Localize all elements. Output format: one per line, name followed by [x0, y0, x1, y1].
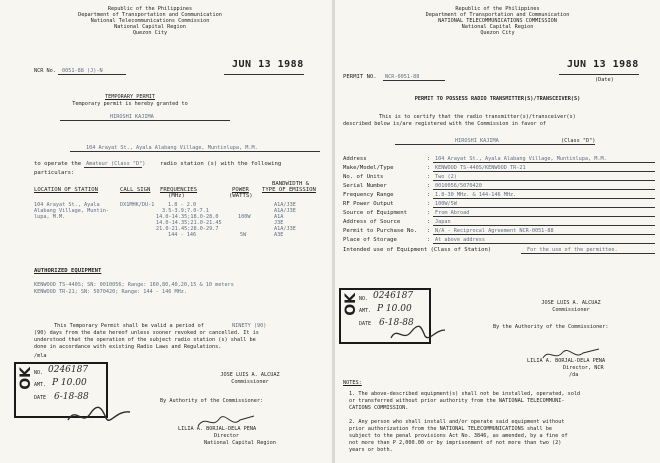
granted-to-text: Temporary permit is hereby granted to: [72, 101, 188, 107]
col-callsign-header: CALL SIGN: [120, 187, 151, 193]
stamp-date-value: 6-18-88: [379, 318, 414, 328]
field-label-source-address: Address of Source: [343, 219, 401, 225]
possess-permit-document: Republic of the Philippines Department of Transportation and Communication NATIONAL TELECOMMUNICATIONS COMMISSION National Capital Region Quezon City JUN 13 1988 (Date) PERMIT NO. NCR-0051-88 PERMIT TO POSSESS RADIO TRANSMITTER(S)/TRANSCEIVER(S) This is to certify that the radio transmitter(s)/transceiver(s) described below is/are registered with the Commission in favor of HIROSHI KAJIMA (Class "D") Address : 104 Arayat St., Ayala Alabang Village, Muntinlupa, M.M. Make/Model/Type : KENWOOD TS-440S/KENWOOD TR-21 No. of Units : Two (2) Serial Number : 0010056/5070420 Frequency Range : 1.8-30 MHz. & 144-146 MHz. RF Power Output : 100W/5W Source of Equipment : From Abroad Address of Source : Japan Permit to Purchase No. : N/A - Reciprocal Agreement NCR-0051-88 Place of Storage : At above address Intended use of Equipment (Class of Station) For the use of the permittee. OK NO. 0246187 AMT. P 10.00 DATE 6-18-88 JOSE LUIS A. ALCUAZ Commissioner By the Authority of the Commissioner: LILIA A. BORJAL-DELA PENA Director, NCR /da NOTES: 1. The above-described equipment(s) shall not be installed, operated, sold or transferred without prior authority from the NATIONAL TELECOMMUNI- CATIONS COMMISSION. 2. Any person who shall install and/or operate said equipment without prior authorization from the NATIONAL TELECOMMUNICATIONS shall be subject to the penal provisions Act No. 3846, as amended, by a fine of not more than P 2,000.00 or by imprisonment of not more than two (2) years or both.: [335, 0, 660, 463]
frequency-row: 21.0-21.45;28.0-29.7: [156, 226, 219, 232]
field-value-source-address: Japan: [435, 219, 451, 225]
note-line: not more than P 2,000.00 or by imprisonment of not more than two (2): [349, 440, 562, 446]
field-value-serial: 0010056/5070420: [435, 183, 482, 189]
intended-use-value: For the use of the permittee.: [527, 247, 618, 253]
grantee-address: 104 Arayat St., Ayala Alabang Village, Muntinlupa, M.M.: [86, 145, 258, 151]
note-line: or transferred without prior authority from the NATIONAL TELECOMMUNI-: [349, 398, 565, 404]
note-line: years or both.: [349, 447, 393, 453]
note-line: CATIONS COMMISSION.: [349, 405, 409, 411]
note-line: prior authorization from the NATIONAL TELECOMMUNICATIONS shall be: [349, 426, 553, 432]
director-region: National Capital Region: [204, 440, 276, 446]
col-frequencies-unit: (MHz): [168, 193, 185, 199]
field-value-address: 104 Arayat St., Ayala Alabang Village, Muntinlupa, M.M.: [435, 156, 607, 162]
station-call-sign: DX1MHK/DU-1: [120, 202, 155, 208]
emission-row: A3E: [274, 232, 284, 238]
emission-row: A1A: [274, 214, 284, 220]
commissioner-name: JOSE LUIS A. ALCUAZ: [541, 300, 601, 306]
handwritten-signature: [387, 320, 447, 346]
owner-name: HIROSHI KAJIMA: [455, 138, 499, 144]
authorized-equipment-label: AUTHORIZED EQUIPMENT: [34, 268, 102, 274]
stamp-no-label: NO.: [34, 370, 44, 376]
by-authority-text: By the Authority of the Commissioner:: [493, 324, 609, 330]
stamp-date-label: DATE: [34, 395, 47, 401]
col-power-header: POWER: [232, 187, 249, 193]
intended-use-label: Intended use of Equipment (Class of Station): [343, 247, 492, 253]
commissioner-name: JOSE LUIS A. ALCUAZ: [220, 372, 280, 378]
stamp-no-label: NO.: [359, 296, 369, 302]
field-label-frequency: Frequency Range: [343, 192, 394, 198]
certify-line: This is to certify that the radio transmitter(s)/transceiver(s): [379, 114, 576, 120]
owner-class: (Class "D"): [561, 138, 596, 144]
ok-stamp-mark: OK: [18, 367, 34, 390]
note-line: subject to the penal provisions Act No. 3846, as amended, by a fine of: [349, 433, 568, 439]
certify-line: described below is/are registered with the Commission in favor of: [343, 121, 547, 127]
operate-suffix: radio station (s) with the following: [160, 161, 282, 167]
date-caption: (Date): [595, 77, 614, 83]
validity-line: done in accordance with existing Radio Laws and Regulations.: [34, 344, 222, 350]
field-value-rf-power: 100W/5W: [435, 201, 457, 207]
field-label-purchase-no: Permit to Purchase No.: [343, 228, 418, 234]
header-region: National Capital Region: [114, 24, 186, 30]
header-department: Department of Transportation and Communication: [425, 12, 570, 18]
stamp-amt-label: AMT.: [34, 382, 47, 388]
header-republic: Republic of the Philippines: [107, 6, 193, 12]
permit-no-label: PERMIT NO.: [343, 74, 377, 80]
frequency-row: 1.8 - 2.0: [168, 202, 197, 208]
permit-date: JUN 13 1988: [232, 59, 304, 70]
stamp-amt-value: P 10.00: [52, 378, 87, 388]
power-row: 100W: [238, 214, 251, 220]
emission-row: A1A/J3E: [274, 208, 296, 214]
director-name: LILIA A. BORJAL-DELA PENA: [178, 426, 257, 432]
header-city: Quezon City: [480, 30, 515, 36]
document-title: PERMIT TO POSSESS RADIO TRANSMITTER(S)/TRANSCEIVER(S): [414, 96, 581, 102]
operate-prefix: to operate the: [34, 161, 82, 167]
station-location-line: Alabang Village, Muntin-: [34, 208, 109, 214]
ok-stamp-mark: OK: [343, 293, 359, 316]
commissioner-title: Commissioner: [552, 307, 590, 313]
validity-line: (90) days from the date hereof unless sooner revoked or cancelled. It is: [34, 330, 259, 336]
stamp-date-label: DATE: [359, 321, 372, 327]
notes-label: NOTES:: [343, 380, 362, 386]
header-republic: Republic of the Philippines: [455, 6, 540, 12]
field-label-serial: Serial Number: [343, 183, 387, 189]
particulars-label: particulars:: [34, 170, 75, 176]
stamp-no-value: 0246187: [48, 365, 89, 375]
col-location-header: LOCATION OF STATION: [34, 187, 98, 193]
director-title: Director, NCR: [563, 365, 604, 371]
field-value-storage: At above address: [435, 237, 485, 243]
field-label-rf-power: RF Power Output: [343, 201, 394, 207]
permit-date: JUN 13 1988: [567, 59, 639, 70]
frequency-row: 14.0-14.35;21.0-21.45: [156, 220, 222, 226]
field-label-units: No. of Units: [343, 174, 384, 180]
stamp-no-value: 0246187: [373, 291, 414, 301]
power-row: 5W: [240, 232, 247, 238]
header-department: Department of Transportation and Communication: [78, 12, 222, 18]
col-power-unit: (WATTS): [229, 193, 253, 199]
field-label-make-model: Make/Model/Type: [343, 165, 394, 171]
by-authority-text: By Authority of the Commissioner:: [160, 398, 264, 404]
col-emission-header: TYPE OF EMISSION: [262, 187, 316, 193]
station-location-line: lupa, M.M.: [34, 214, 66, 220]
validity-line: This Temporary Permit shall be valid a period of: [54, 323, 204, 329]
validity-period: NINETY (90): [232, 323, 267, 329]
document-title: TEMPORARY PERMIT: [105, 94, 155, 100]
equipment-line: KENWOOD TS-440S; SN: 0010056; Range: 160,80,40,20,15 & 10 meters: [34, 282, 234, 288]
emission-row: J3E: [274, 220, 284, 226]
header-city: Quezon City: [132, 30, 168, 36]
stamp-date-value: 6-18-88: [54, 392, 89, 402]
emission-row: A1A/J3E: [274, 202, 296, 208]
validity-line: understood that the operation of the subject radio station (s) shall be: [34, 337, 256, 343]
stamp-amt-value: P 10.00: [377, 304, 412, 314]
header-commission: National Telecommunications Commission: [90, 18, 210, 24]
permit-no-value: NCR-0051-88: [385, 74, 420, 80]
header-region: National Capital Region: [461, 24, 534, 30]
operate-class: Amateur (Class "D"): [86, 161, 146, 167]
field-value-make-model: KENWOOD TS-440S/KENWOOD TR-21: [435, 165, 526, 171]
field-value-frequency: 1.8-30 MHz. & 144-146 MHz.: [435, 192, 517, 198]
director-name: LILIA A. BORJAL-DELA PENA: [527, 358, 606, 364]
stamp-amt-label: AMT.: [359, 308, 372, 314]
col-bandwidth-header: BANDWIDTH &: [272, 181, 310, 187]
handwritten-signature: [64, 400, 134, 430]
field-label-address: Address: [343, 156, 367, 162]
header-commission: NATIONAL TELECOMMUNICATIONS COMMISSION: [438, 18, 557, 24]
field-value-source: From Abroad: [435, 210, 470, 216]
field-value-units: Two (2): [435, 174, 457, 180]
station-location-line: 104 Arayat St., Ayala: [34, 202, 100, 208]
frequency-row: 144 - 146: [168, 232, 197, 238]
emission-row: A1A/J3E: [274, 226, 296, 232]
ncr-no-value: 0051-88 (J)-N: [62, 68, 103, 74]
field-value-purchase-no: N/A - Reciprocal Agreement NCR-0051-88: [435, 228, 554, 234]
note-line: 1. The above-described equipment(s) shall not be installed, operated, sold: [349, 391, 581, 397]
grantee-name: HIROSHI KAJIMA: [110, 114, 154, 120]
note-line: 2. Any person who shall install and/or operate said equipment without: [349, 419, 565, 425]
col-frequencies-header: FREQUENCIES: [160, 187, 198, 193]
frequency-row: 14.0-14.35;18.0-28.0: [156, 214, 219, 220]
ncr-no-label: NCR No.: [34, 68, 56, 74]
equipment-line: KENWOOD TR-21; SN: 5070420; Range: 144 - 146 MHz.: [34, 289, 188, 295]
commissioner-title: Commissioner: [231, 379, 269, 385]
director-initials: /da: [569, 372, 579, 378]
field-label-storage: Place of Storage: [343, 237, 397, 243]
typist-initials: /mla: [34, 353, 47, 359]
field-label-source: Source of Equipment: [343, 210, 407, 216]
frequency-row: 3.5-3.9;7.0-7.1: [162, 208, 209, 214]
director-signature: [196, 410, 256, 432]
director-title: Director: [214, 433, 239, 439]
